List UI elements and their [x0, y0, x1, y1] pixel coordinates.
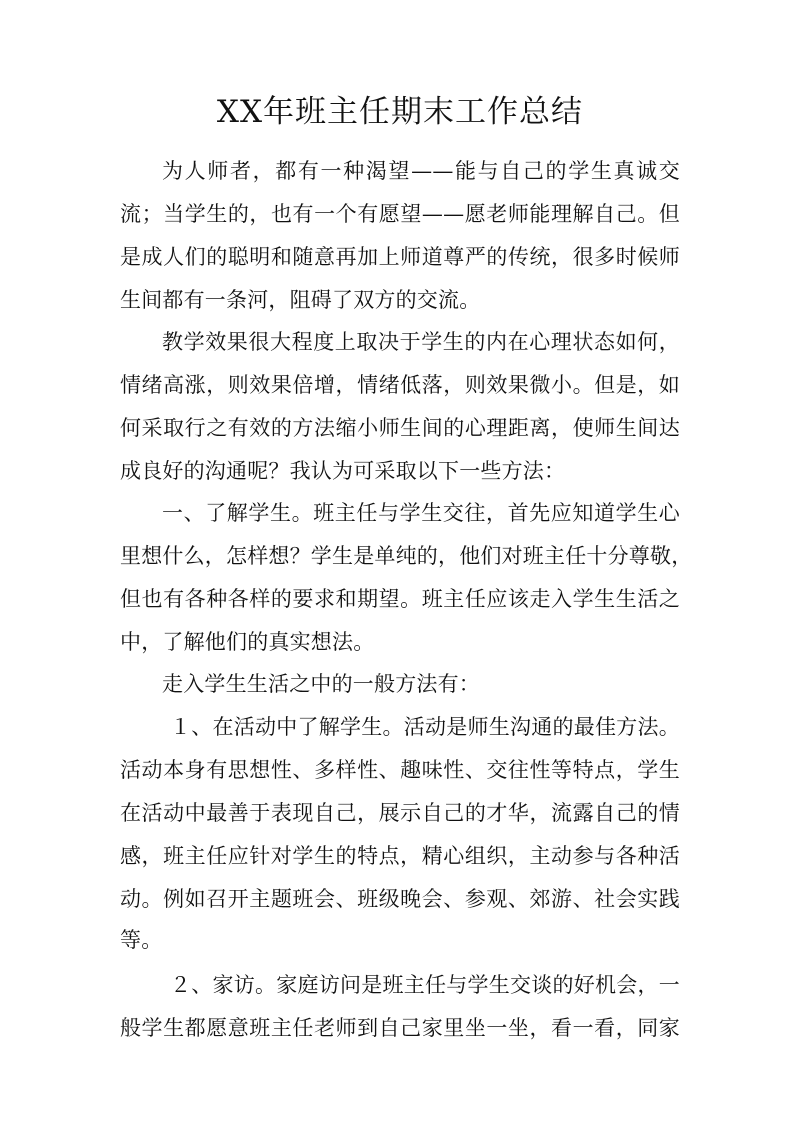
- paragraph-5-line-6: 等。: [120, 928, 163, 952]
- paragraph-5-line-1: １、在活动中了解学生。活动是师生沟通的最佳方法。: [170, 715, 680, 739]
- paragraph-2-line-1: 教学效果很大程度上取决于学生的内在心理状态如何，: [162, 330, 680, 354]
- paragraph-5-line-5: 动。例如召开主题班会、班级晚会、参观、郊游、社会实践: [120, 887, 680, 911]
- paragraph-3-line-3: 但也有各种各样的要求和期望。班主任应该走入学生生活之: [120, 587, 680, 611]
- paragraph-6-line-1: ２、家访。家庭访问是班主任与学生交谈的好机会，一: [170, 973, 680, 997]
- paragraph-1-line-3: 是成人们的聪明和随意再加上师道尊严的传统，很多时候师: [120, 245, 680, 269]
- paragraph-3-line-4: 中，了解他们的真实想法。: [120, 630, 375, 654]
- paragraph-1-line-2: 流；当学生的，也有一个有愿望——愿老师能理解自己。但: [120, 202, 680, 226]
- paragraph-5-line-4: 感，班主任应针对学生的特点，精心组织，主动参与各种活: [120, 844, 680, 868]
- paragraph-2-line-4: 成良好的沟通呢？我认为可采取以下一些方法：: [120, 459, 566, 483]
- paragraph-1-line-1: 为人师者，都有一种渴望——能与自己的学生真诚交: [162, 159, 680, 183]
- paragraph-5-line-2: 活动本身有思想性、多样性、趣味性、交往性等特点，学生: [120, 758, 680, 782]
- paragraph-2-line-3: 何采取行之有效的方法缩小师生间的心理距离，使师生间达: [120, 416, 680, 440]
- paragraph-2-line-2: 情绪高涨，则效果倍增，情绪低落，则效果微小。但是，如: [120, 373, 680, 397]
- paragraph-3-line-2: 里想什么，怎样想？学生是单纯的，他们对班主任十分尊敬，: [120, 544, 693, 568]
- document-title: XX年班主任期末工作总结: [216, 94, 584, 130]
- paragraph-6-line-2: 般学生都愿意班主任老师到自己家里坐一坐，看一看，同家: [120, 1016, 680, 1040]
- paragraph-4-line-1: 走入学生生活之中的一般方法有：: [162, 672, 480, 696]
- paragraph-3-line-1: 一、了解学生。班主任与学生交往，首先应知道学生心: [162, 501, 680, 525]
- paragraph-1-line-4: 生间都有一条河，阻碍了双方的交流。: [120, 288, 481, 312]
- paragraph-5-line-3: 在活动中最善于表现自己，展示自己的才华，流露自己的情: [120, 801, 680, 825]
